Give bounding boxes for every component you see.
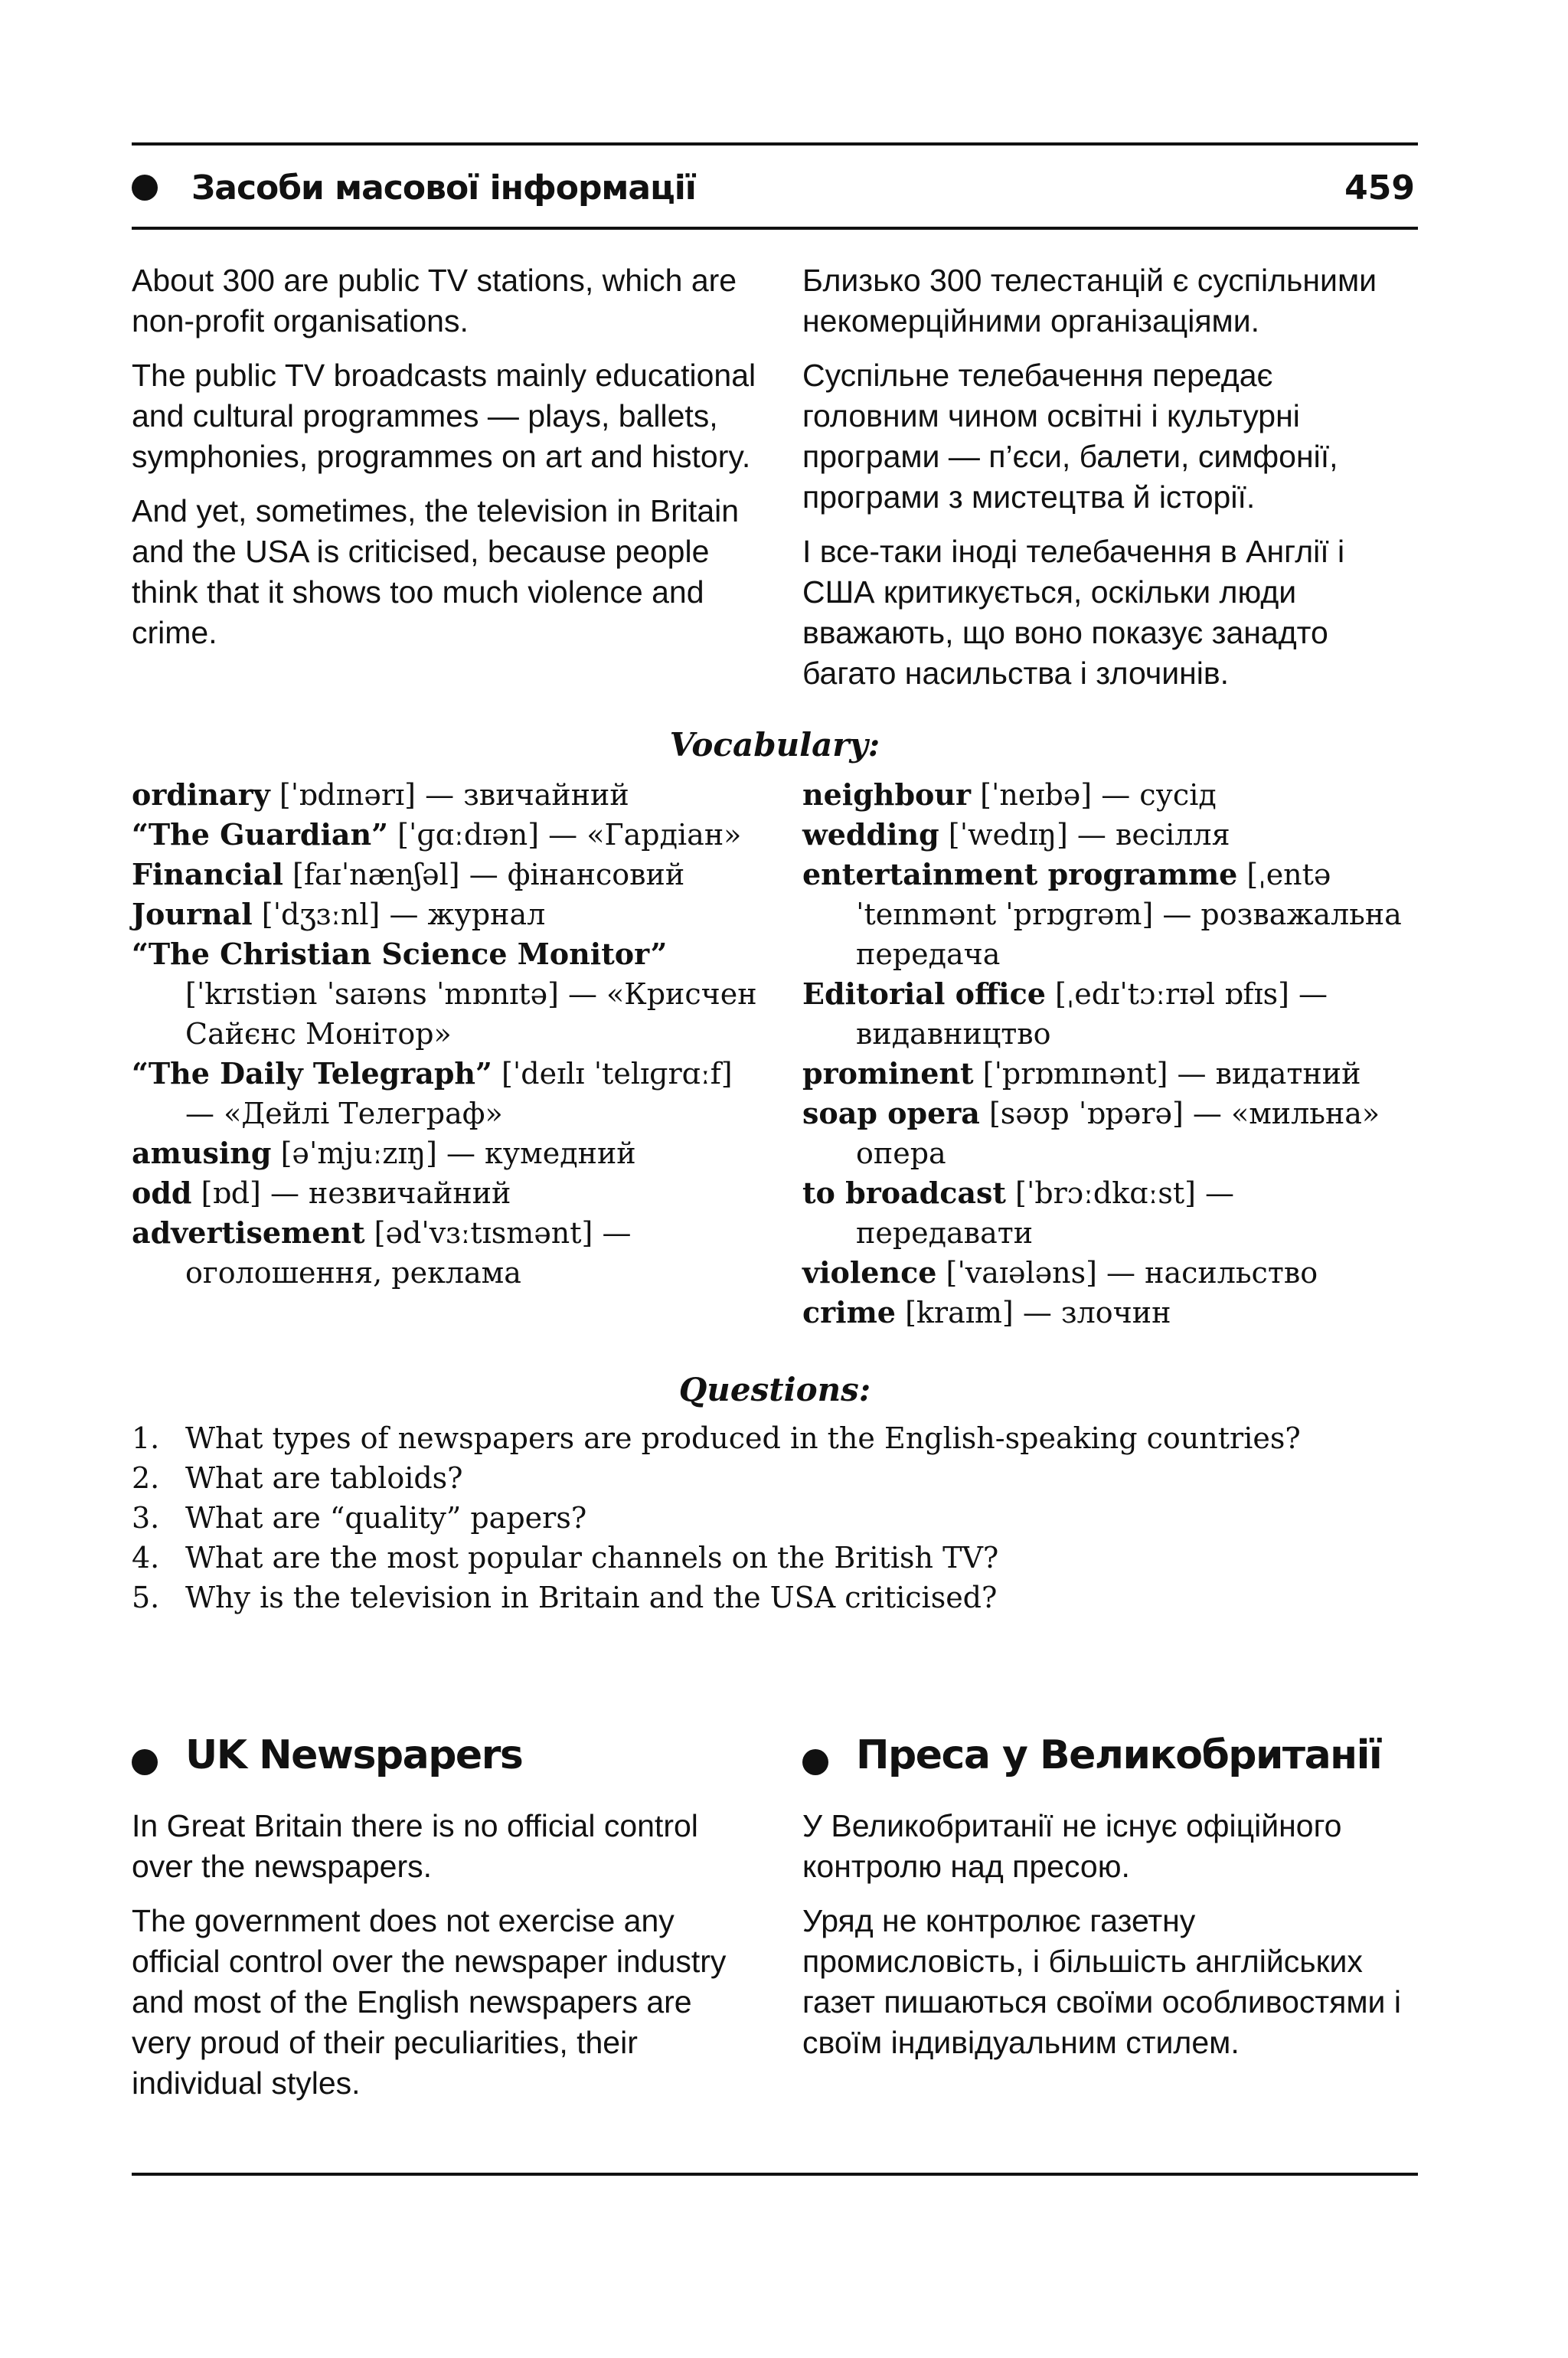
intro-uk-paragraph-3: І все-таки іноді телебачення в Англії і США критикується, оскільки люди вважають, що воно показує занадто багато насильства і злочинів.	[802, 534, 1345, 691]
intro-ukrainian	[802, 260, 1418, 708]
question-item	[132, 1498, 1418, 1538]
vocabulary-list-right	[802, 775, 1418, 1333]
vocabulary-definition: [səʊp ˈɒpərə] — «мильна» опера	[856, 1097, 1380, 1170]
vocabulary-definition: [ˈdʒɜːnl] — журнал	[252, 898, 546, 931]
section-uk-heading	[802, 1732, 1418, 1791]
question-text: Why is the television in Britain and the USA criticised?	[185, 1581, 998, 1614]
vocabulary-entry	[802, 1293, 1418, 1333]
vocabulary-entry	[132, 1054, 760, 1133]
vocabulary-definition: [ˈwedɪŋ] — весілля	[939, 818, 1230, 852]
vocabulary-definition: [ədˈvɜːtɪsmənt] — оголошення, реклама	[185, 1216, 632, 1290]
vocabulary-term: prominent	[802, 1056, 974, 1091]
vocabulary-term: Journal	[132, 897, 253, 931]
bullet-icon	[802, 1749, 828, 1775]
vocabulary-right	[802, 775, 1418, 1333]
vocabulary-entry	[132, 934, 760, 1054]
vocabulary-definition: [ˈkrɪstiən ˈsaɪəns ˈmɒnɪtə] — «Крисчен Сайєнс Монітор»	[185, 977, 757, 1051]
vocabulary-entry	[132, 1173, 760, 1213]
intro-en-paragraph-2: The public TV broadcasts mainly educational and cultural programmes — plays, ballets, symphonies, programmes on art and history.	[132, 358, 756, 474]
vocabulary-entry	[132, 1213, 760, 1293]
vocabulary-term: neighbour	[802, 777, 972, 812]
vocabulary-term: Financial	[132, 857, 283, 891]
vocabulary-entry	[132, 815, 760, 855]
section-en-paragraph-2: The government does not exercise any official control over the newspaper industry and most of the English newspapers are very proud of their peculiarities, their individual styles.	[132, 1903, 727, 2101]
vocabulary-definition: [faɪˈnænʃəl] — фінансовий	[283, 858, 685, 891]
vocabulary-definition: [ˈneɪbə] — сусід	[971, 778, 1217, 812]
section-en-heading	[132, 1732, 760, 1791]
vocabulary-definition: [ˌedɪˈtɔːrɪəl ɒfɪs] — видавництво	[856, 977, 1328, 1051]
section-english	[132, 1732, 760, 2118]
vocabulary-definition: [ɒd] — незвичайний	[191, 1176, 511, 1210]
question-text: What types of newspapers are produced in the English-speaking countries?	[185, 1421, 1301, 1455]
question-text: What are the most popular channels on the British TV?	[185, 1541, 999, 1575]
intro-uk-paragraph-2: Суспільне телебачення передає головним чином освітні і культурні програми — п’єси, балети, симфонії, програми з мистецтва й історії.	[802, 358, 1338, 515]
vocabulary-definition: [ˈɒdɪnərɪ] — звичайний	[270, 778, 629, 812]
vocabulary-entry	[802, 855, 1418, 974]
vocabulary-entry	[802, 974, 1418, 1054]
vocabulary-entry	[132, 1133, 760, 1173]
bullet-icon	[132, 175, 158, 201]
vocabulary-left	[132, 775, 760, 1293]
intro-en-paragraph-1: About 300 are public TV stations, which are non-profit organisations.	[132, 263, 737, 338]
section-en-title: UK Newspapers	[185, 1732, 523, 1778]
vocabulary-entry	[802, 1253, 1418, 1293]
chapter-title: Засоби масової інформації	[191, 168, 696, 208]
page-number: 459	[1344, 168, 1415, 208]
vocabulary-definition: [kraɪm] — злочин	[895, 1296, 1171, 1329]
vocabulary-entry	[802, 815, 1418, 855]
vocabulary-term: advertisement	[132, 1215, 365, 1250]
intro-en-paragraph-3: And yet, sometimes, the television in Britain and the USA is criticised, because people think that it shows too much violence and crime.	[132, 493, 740, 650]
vocabulary-term: wedding	[802, 817, 939, 852]
vocabulary-term: violence	[802, 1255, 937, 1290]
vocabulary-term: “The Guardian”	[132, 817, 389, 852]
vocabulary-list-left	[132, 775, 760, 1293]
vocabulary-definition: [ˈɡɑːdɪən] — «Гардіан»	[388, 818, 742, 852]
question-item	[132, 1418, 1418, 1458]
question-number: 2.	[132, 1461, 160, 1495]
vocabulary-title: Vocabulary:	[669, 726, 880, 764]
section-uk-paragraph-2: Уряд не контролює газетну промисловість, і більшість англійських газет пишаються своїми особливостями і своїм індивідуальним стилем.	[802, 1903, 1401, 2060]
question-number: 1.	[132, 1421, 160, 1455]
vocabulary-definition: [ˈprɒmɪnənt] — видатний	[973, 1057, 1361, 1091]
book-page	[132, 142, 1418, 2101]
section-en-paragraph-1: In Great Britain there is no official control over the newspapers.	[132, 1808, 698, 1884]
question-text: What are “quality” papers?	[185, 1501, 587, 1535]
section-uk-title: Преса у Великобританії	[856, 1732, 1382, 1778]
vocabulary-definition: [əˈmjuːzɪŋ] — кумедний	[271, 1136, 636, 1170]
vocabulary-definition: [ˈvaɪələns] — насильство	[936, 1256, 1318, 1290]
vocabulary-entry	[132, 775, 760, 815]
vocabulary-entry	[802, 1054, 1418, 1094]
question-text: What are tabloids?	[185, 1461, 463, 1495]
question-number: 3.	[132, 1501, 160, 1535]
vocabulary-term: soap opera	[802, 1096, 980, 1130]
section-ukrainian	[802, 1732, 1418, 2077]
vocabulary-entry	[132, 855, 760, 894]
vocabulary-term: amusing	[132, 1136, 272, 1170]
question-number: 4.	[132, 1541, 160, 1575]
vocabulary-term: crime	[802, 1295, 896, 1329]
vocabulary-term: ordinary	[132, 777, 270, 812]
section-uk-paragraph-1: У Великобританії не існує офіційного контролю над пресою.	[802, 1808, 1342, 1884]
bottom-rule	[132, 2173, 1418, 2176]
intro-english	[132, 260, 760, 667]
vocabulary-term: entertainment programme	[802, 857, 1238, 891]
vocabulary-entry	[802, 1173, 1418, 1253]
vocabulary-entry	[802, 775, 1418, 815]
bullet-icon	[132, 1749, 158, 1775]
vocabulary-entry	[132, 894, 760, 934]
questions-list	[132, 1418, 1418, 1617]
question-number: 5.	[132, 1581, 160, 1614]
question-item	[132, 1458, 1418, 1498]
vocabulary-definition: [ˈbrɔːdkɑːst] — передавати	[856, 1176, 1235, 1250]
vocabulary-definition: [ˈdeɪlɪ ˈtelɪɡrɑːf] — «Дейлі Телеграф»	[185, 1057, 733, 1130]
question-item	[132, 1538, 1418, 1578]
questions-title: Questions:	[678, 1371, 871, 1408]
vocabulary-term: “The Christian Science Monitor”	[132, 937, 668, 971]
vocabulary-term: to broadcast	[802, 1176, 1006, 1210]
vocabulary-entry	[802, 1094, 1418, 1173]
vocabulary-term: odd	[132, 1176, 192, 1210]
page-header	[132, 142, 1418, 230]
vocabulary-term: “The Daily Telegraph”	[132, 1056, 492, 1091]
intro-uk-paragraph-1: Близько 300 телестанцій є суспільними некомерційними організаціями.	[802, 263, 1377, 338]
question-item	[132, 1578, 1418, 1617]
vocabulary-definition: [ˌentəˈteɪnmənt ˈprɒɡrəm] — розважальна передача	[856, 858, 1402, 971]
vocabulary-term: Editorial office	[802, 976, 1046, 1011]
